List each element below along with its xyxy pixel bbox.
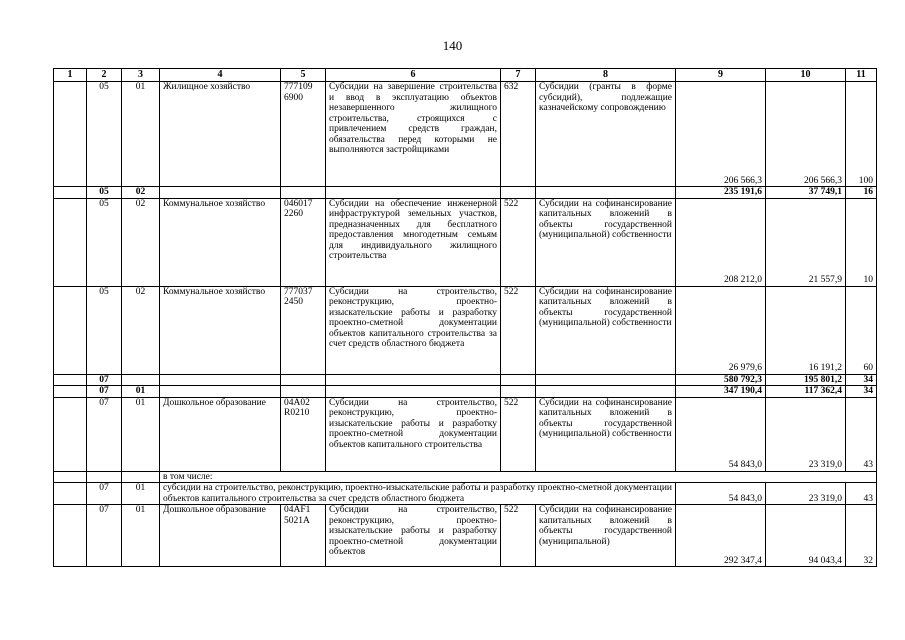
cell-col1 [54,187,87,199]
cell-expense-code: 632 [501,82,536,187]
cell-subsection: 02 [122,198,160,286]
cell-section-name: Коммунальное хозяйство [160,198,281,286]
cell-empty [122,471,160,483]
column-header: 11 [846,69,877,82]
column-header: 4 [160,69,281,82]
cell-empty [160,374,281,386]
cell-section: 05 [87,198,122,286]
cell-description: Субсидии на строительство, реконструкцию, проектно-изыскательские работы и разработку проектно-сметной документации объектов [326,505,501,567]
column-header: 6 [326,69,501,82]
cell-percent: 34 [846,374,877,386]
cell-expense-code: 522 [501,198,536,286]
cell-amount-plan: 292 347,4 [676,505,766,567]
cell-section: 07 [87,386,122,398]
cell-empty [536,187,676,199]
cell-empty [281,374,326,386]
cell-amount-actual: 21 557,9 [766,198,846,286]
budget-table [53,68,877,567]
cell-percent: 100 [846,82,877,187]
cell-target-code: 777037 2450 [281,286,326,374]
column-header: 10 [766,69,846,82]
cell-expense-code: 522 [501,286,536,374]
cell-subsection: 02 [122,187,160,199]
cell-section-name: Дошкольное образование [160,397,281,471]
cell-col1 [54,471,87,483]
column-header: 7 [501,69,536,82]
cell-empty [326,374,501,386]
cell-amount-actual: 23 319,0 [766,483,846,505]
cell-percent: 10 [846,198,877,286]
table-row-subtotal [54,386,877,398]
cell-amount-plan: 208 212,0 [676,198,766,286]
cell-amount-actual: 117 362,4 [766,386,846,398]
table-row-including [54,471,877,483]
cell-col1 [54,505,87,567]
cell-amount-plan: 580 792,3 [676,374,766,386]
cell-col1 [54,82,87,187]
cell-description: Субсидии на строительство, реконструкцию, проектно-изыскательские работы и разработку проектно-сметной документации объектов капитального строительства [326,397,501,471]
cell-amount-plan: 347 190,4 [676,386,766,398]
cell-section-name: Дошкольное образование [160,505,281,567]
cell-empty [281,187,326,199]
cell-target-code: 777109 6900 [281,82,326,187]
cell-section: 07 [87,397,122,471]
cell-description: Субсидии на завершение строительства и ввод в эксплуатацию объектов незавершенного жилищного строительства, строящихся с привлечением средств граждан, обязательства перед которыми не выполняются застройщиками [326,82,501,187]
column-header: 5 [281,69,326,82]
column-header: 8 [536,69,676,82]
table-row [54,397,877,471]
cell-subsection: 01 [122,483,160,505]
cell-subsection: 01 [122,505,160,567]
cell-subsection: 01 [122,82,160,187]
cell-section: 05 [87,82,122,187]
cell-expense-type: Субсидии на софинансирование капитальных вложений в объекты государственной (муниципальной) собственности [536,198,676,286]
cell-percent: 34 [846,386,877,398]
cell-col1 [54,198,87,286]
cell-expense-type: Субсидии на софинансирование капитальных вложений в объекты государственной (муниципальной) [536,505,676,567]
table-row [54,82,877,187]
cell-section: 07 [87,374,122,386]
cell-empty [326,187,501,199]
cell-expense-code: 522 [501,397,536,471]
table-row-subtotal [54,374,877,386]
cell-empty [160,386,281,398]
cell-empty [160,187,281,199]
cell-target-code: 046017 2260 [281,198,326,286]
cell-section: 07 [87,483,122,505]
cell-expense-type: Субсидии на софинансирование капитальных вложений в объекты государственной (муниципальной) собственности [536,286,676,374]
cell-description: Субсидии на строительство, реконструкцию, проектно-изыскательские работы и разработку проектно-сметной документации объектов капитального строительства за счет средств областного бюджета [326,286,501,374]
table-row [54,198,877,286]
including-label: в том числе: [160,471,877,483]
cell-empty [501,187,536,199]
column-header: 3 [122,69,160,82]
cell-target-code: 04A02 R0210 [281,397,326,471]
cell-amount-plan: 206 566,3 [676,82,766,187]
cell-col1 [54,397,87,471]
cell-amount-actual: 94 043,4 [766,505,846,567]
table-row [54,505,877,567]
cell-empty [536,386,676,398]
cell-amount-actual: 37 749,1 [766,187,846,199]
cell-empty [87,471,122,483]
table-row-subtotal [54,187,877,199]
cell-subsection: 01 [122,397,160,471]
table-row [54,483,877,505]
column-header: 1 [54,69,87,82]
cell-col1 [54,483,87,505]
cell-amount-actual: 206 566,3 [766,82,846,187]
column-header: 9 [676,69,766,82]
cell-percent: 43 [846,483,877,505]
cell-section-name: Жилищное хозяйство [160,82,281,187]
cell-section: 05 [87,286,122,374]
cell-empty [501,374,536,386]
cell-amount-actual: 195 801,2 [766,374,846,386]
cell-col1 [54,286,87,374]
cell-amount-plan: 26 979,6 [676,286,766,374]
cell-empty [122,374,160,386]
cell-expense-code: 522 [501,505,536,567]
cell-amount-plan: 54 843,0 [676,397,766,471]
cell-amount-actual: 23 319,0 [766,397,846,471]
cell-amount-plan: 235 191,6 [676,187,766,199]
cell-empty [501,386,536,398]
cell-section: 07 [87,505,122,567]
cell-expense-type: Субсидии на софинансирование капитальных вложений в объекты государственной (муниципальной) собственности [536,397,676,471]
cell-empty [281,386,326,398]
cell-subsection: 01 [122,386,160,398]
cell-percent: 32 [846,505,877,567]
cell-subsection: 02 [122,286,160,374]
cell-section-name: Коммунальное хозяйство [160,286,281,374]
cell-percent: 43 [846,397,877,471]
cell-amount-actual: 16 191,2 [766,286,846,374]
column-header-row [54,69,877,82]
cell-col1 [54,386,87,398]
cell-including-description: субсидии на строительство, реконструкцию, проектно-изыскательские работы и разработку проектно-сметной документации объектов капитального строительства за счет средств областного бюджета [160,483,676,505]
table-row [54,286,877,374]
column-header: 2 [87,69,122,82]
cell-description: Субсидии на обеспечение инженерной инфраструктурой земельных участков, предназначенных для бесплатного предоставления многодетным семьям для индивидуального жилищного строительства [326,198,501,286]
cell-percent: 60 [846,286,877,374]
cell-section: 05 [87,187,122,199]
cell-percent: 16 [846,187,877,199]
cell-col1 [54,374,87,386]
page-number: 140 [442,38,463,53]
cell-target-code: 04AF1 5021A [281,505,326,567]
cell-expense-type: Субсидии (гранты в форме субсидий), подлежащие казначейскому сопровождению [536,82,676,187]
cell-empty [536,374,676,386]
cell-empty [326,386,501,398]
cell-amount-plan: 54 843,0 [676,483,766,505]
